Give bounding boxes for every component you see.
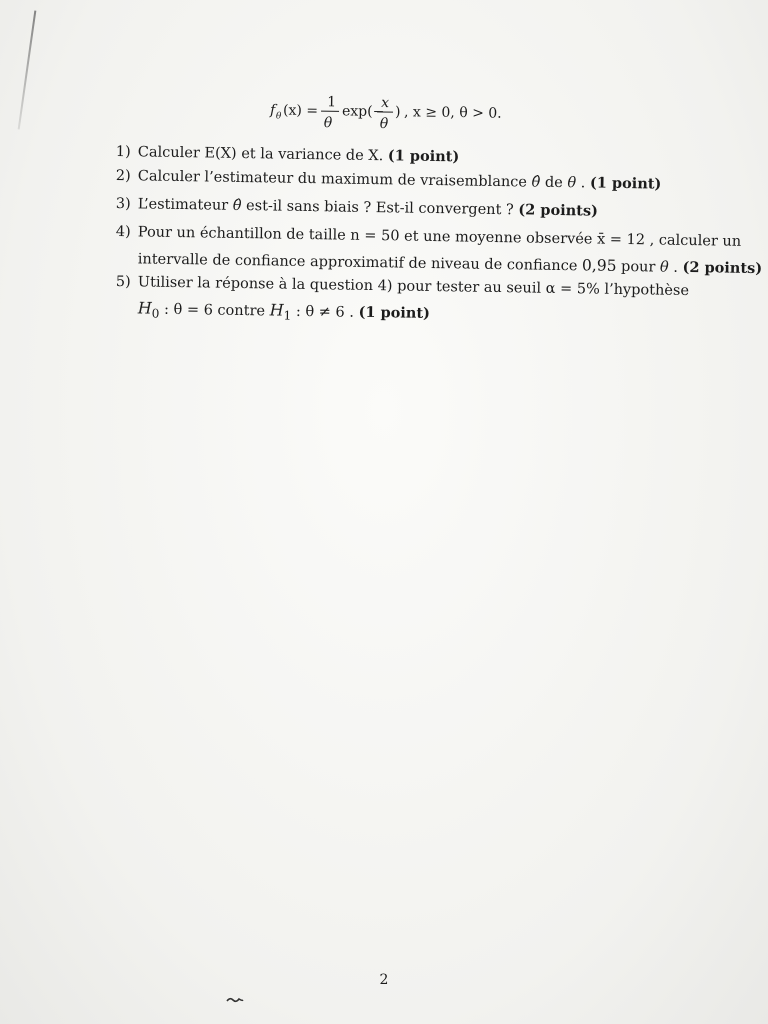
- question-5-h0-rest: : θ = 6 contre: [159, 301, 270, 320]
- ink-smudge: [226, 996, 244, 1004]
- question-3-text-after: est-il sans biais ? Est-il convergent ?: [241, 197, 519, 219]
- question-5-h0-sub: 0: [151, 306, 160, 321]
- formula-conditions: , x ≥ 0, θ > 0.: [403, 104, 502, 122]
- formula-lhs-sub: θ: [275, 111, 282, 122]
- question-4-line1: Pour un échantillon de taille n = 50 et une moyenne observée x̄ = 12 , calculer un: [137, 224, 742, 250]
- formula-frac1-num: 1: [327, 94, 337, 111]
- question-5-h0: H: [137, 298, 152, 318]
- question-5-h1: H: [269, 300, 284, 320]
- density-formula: [0, 87, 768, 142]
- question-3-text-before: L’estimateur: [137, 196, 233, 214]
- question-2-text-mid: de: [540, 174, 568, 192]
- question-4-number: 4): [115, 223, 131, 241]
- question-4: [115, 222, 742, 251]
- question-2-text-before: Calculer l’estimateur du maximum de vraisemblance: [137, 168, 532, 191]
- formula-frac1-den: θ: [323, 115, 333, 132]
- formula-exp-prefix: exp(−: [341, 103, 385, 121]
- formula-svg: [0, 87, 768, 142]
- question-2-points: (1 point): [589, 174, 662, 193]
- question-2-theta-hat: θ̂: [531, 174, 541, 191]
- question-2-number: 2): [115, 167, 131, 185]
- question-4-theta: θ: [659, 259, 669, 276]
- question-4-line2-before: intervalle de confiance approximatif de niveau de confiance: [137, 251, 583, 275]
- formula-frac2-den: θ: [379, 115, 389, 133]
- formula-lhs: f: [269, 102, 276, 119]
- question-1-number: 1): [115, 143, 131, 161]
- question-4-points: (2 points): [682, 258, 763, 278]
- question-4-line2-mid: pour: [616, 258, 661, 276]
- formula-exp-suffix: ): [394, 104, 401, 121]
- question-5-h1-sub: 1: [283, 308, 292, 323]
- page-number: 2: [379, 972, 389, 988]
- question-3: [116, 194, 686, 223]
- formula-lhs-arg: (x) =: [282, 102, 319, 120]
- question-5-points: (1 point): [358, 303, 431, 322]
- question-2: [116, 166, 686, 195]
- question-5-number: 5): [115, 273, 131, 291]
- question-4-line2-after: .: [668, 259, 683, 276]
- question-4-level: 0,95: [581, 256, 617, 275]
- question-5-h1-rest: : θ ≠ 6 .: [291, 303, 359, 321]
- question-3-points: (2 points): [518, 201, 599, 220]
- question-1-points: (1 point): [387, 147, 460, 166]
- question-5-line1: Utiliser la réponse à la question 4) pour tester au seuil α = 5% l’hypothèse: [137, 274, 690, 300]
- question-3-theta-hat: θ̂: [232, 197, 242, 214]
- formula-frac2-num: x: [381, 94, 390, 112]
- question-2-theta: θ: [567, 175, 577, 192]
- question-3-number: 3): [115, 195, 131, 213]
- question-1-text: Calculer E(X) et la variance de X.: [137, 144, 388, 165]
- question-5-continuation: [116, 298, 686, 332]
- question-2-text-after: .: [575, 175, 591, 192]
